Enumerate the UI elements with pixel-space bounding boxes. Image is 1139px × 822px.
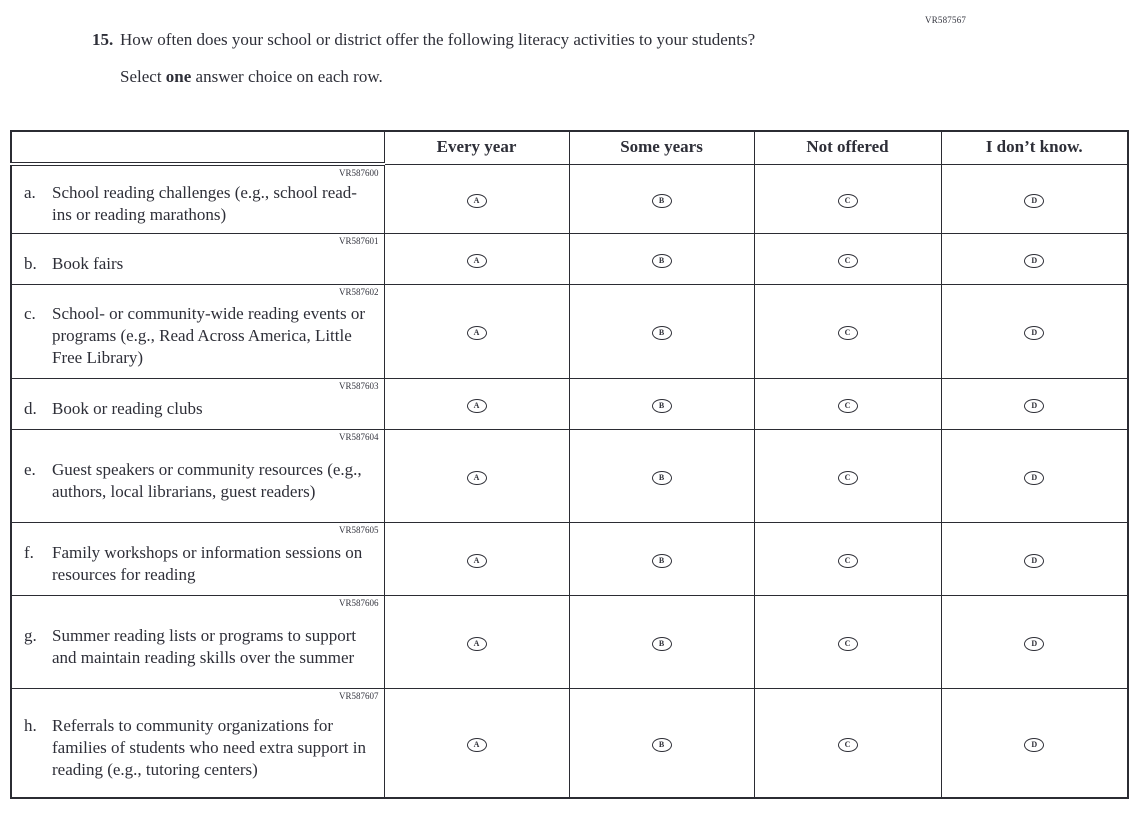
answer-bubble-c[interactable]: C [838,738,858,752]
answer-bubble-a[interactable]: A [467,254,487,268]
item-label [12,609,384,688]
row-letter: d. [24,398,37,418]
answer-bubble-b[interactable]: B [652,254,672,268]
choice-some-years[interactable] [569,522,754,595]
answer-bubble-c[interactable]: C [838,254,858,268]
row-letter: b. [24,253,37,273]
answer-bubble-b[interactable]: B [652,194,672,208]
item-label-cell [11,429,384,522]
choice-dont-know[interactable] [941,595,1128,688]
row-letter: g. [24,625,37,645]
form-code: VR587567 [925,15,967,25]
instruction-post: answer choice on each row. [191,67,383,86]
answer-bubble-b[interactable]: B [652,738,672,752]
choice-every-year[interactable] [384,233,569,284]
header-not-offered: Not offered [754,131,941,164]
answer-bubble-a[interactable]: A [467,637,487,651]
item-label-cell [11,688,384,798]
row-letter: h. [24,715,37,735]
table-row [11,233,1128,284]
choice-some-years[interactable] [569,429,754,522]
row-label-text: Family workshops or information sessions on resources for reading [52,542,363,584]
choice-not-offered[interactable] [754,164,941,233]
question-text: How often does your school or district offer the following literacy activities to your students? [120,30,756,49]
answer-bubble-c[interactable]: C [838,554,858,568]
header-some-years: Some years [569,131,754,164]
row-label-text: Referrals to community organizations for families of students who need extra support in reading (e.g., tutoring centers) [52,715,366,779]
item-label [12,247,384,284]
item-label [12,443,384,522]
answer-bubble-d[interactable]: D [1024,254,1044,268]
answer-bubble-a[interactable]: A [467,554,487,568]
row-letter: a. [24,183,36,203]
item-label-cell [11,233,384,284]
answer-bubble-a[interactable]: A [467,471,487,485]
row-code: VR587602 [338,286,379,297]
table-row [11,595,1128,688]
choice-some-years[interactable] [569,233,754,284]
choice-every-year[interactable] [384,595,569,688]
row-code: VR587604 [338,431,379,442]
row-label-text: School- or community-wide reading events or programs (e.g., Read Across America, Little Free Library) [52,304,366,367]
item-label-cell [11,164,384,233]
answer-bubble-d[interactable]: D [1024,554,1044,568]
choice-dont-know[interactable] [941,233,1128,284]
choice-not-offered[interactable] [754,429,941,522]
choice-every-year[interactable] [384,164,569,233]
instruction-bold: one [165,67,192,86]
choice-some-years[interactable] [569,595,754,688]
row-letter: e. [24,459,36,479]
table-row [11,522,1128,595]
item-label [12,702,384,798]
row-label-text: Book or reading clubs [52,398,203,418]
table-row [11,284,1128,378]
answer-bubble-b[interactable]: B [652,471,672,485]
choice-not-offered[interactable] [754,595,941,688]
header-every-year: Every year [384,131,569,164]
header-row [11,131,1128,164]
item-label [12,179,384,233]
choice-not-offered[interactable] [754,284,941,378]
choice-not-offered[interactable] [754,233,941,284]
row-label-text: Guest speakers or community resources (e.g., authors, local librarians, guest readers) [52,459,362,501]
answer-bubble-d[interactable]: D [1024,471,1044,485]
row-label-text: Summer reading lists or programs to support and maintain reading skills over the summer [52,625,357,667]
choice-dont-know[interactable] [941,522,1128,595]
row-label-text: Book fairs [52,253,124,273]
choice-not-offered[interactable] [754,378,941,429]
answer-bubble-d[interactable]: D [1024,194,1044,208]
choice-every-year[interactable] [384,429,569,522]
question-block [92,28,882,89]
row-code: VR587603 [338,380,379,391]
table-row [11,688,1128,798]
answer-bubble-d[interactable]: D [1024,326,1044,340]
choice-dont-know[interactable] [941,378,1128,429]
choice-every-year[interactable] [384,688,569,798]
answer-bubble-c[interactable]: C [838,471,858,485]
row-letter: f. [24,542,34,562]
item-label-cell [11,595,384,688]
answer-bubble-c[interactable]: C [838,637,858,651]
answer-bubble-d[interactable]: D [1024,738,1044,752]
choice-not-offered[interactable] [754,688,941,798]
row-code: VR587607 [338,690,379,701]
choice-some-years[interactable] [569,688,754,798]
answer-bubble-d[interactable]: D [1024,399,1044,413]
answer-bubble-a[interactable]: A [467,399,487,413]
table-row [11,164,1128,233]
answer-bubble-b[interactable]: B [652,326,672,340]
item-label-cell [11,284,384,378]
choice-some-years[interactable] [569,164,754,233]
header-empty-cell [11,131,384,164]
choice-dont-know[interactable] [941,688,1128,798]
choice-dont-know[interactable] [941,284,1128,378]
answer-bubble-c[interactable]: C [838,194,858,208]
answer-bubble-a[interactable]: A [467,738,487,752]
choice-not-offered[interactable] [754,522,941,595]
choice-some-years[interactable] [569,378,754,429]
row-code: VR587601 [338,235,379,246]
answer-bubble-c[interactable]: C [838,399,858,413]
choice-every-year[interactable] [384,378,569,429]
row-label-text: School reading challenges (e.g., school read-ins or reading marathons) [52,183,357,225]
choice-some-years[interactable] [569,284,754,378]
instruction-pre: Select [120,67,166,86]
header-dont-know: I don’t know. [941,131,1128,164]
question-number: 15. [92,30,114,49]
literacy-activities-table [10,130,1129,799]
choice-dont-know[interactable] [941,429,1128,522]
table-row [11,429,1128,522]
row-code: VR587606 [338,597,379,608]
answer-bubble-b[interactable]: B [652,637,672,651]
item-label [12,298,384,378]
item-label [12,392,384,429]
answer-bubble-b[interactable]: B [652,399,672,413]
choice-every-year[interactable] [384,284,569,378]
item-label-cell [11,522,384,595]
row-code: VR587600 [338,168,379,178]
row-code: VR587605 [338,524,379,535]
answer-bubble-c[interactable]: C [838,326,858,340]
answer-bubble-a[interactable]: A [467,194,487,208]
choice-dont-know[interactable] [941,164,1128,233]
choice-every-year[interactable] [384,522,569,595]
row-letter: c. [24,304,36,323]
table-row [11,378,1128,429]
answer-bubble-b[interactable]: B [652,554,672,568]
answer-bubble-a[interactable]: A [467,326,487,340]
instruction-text [92,65,882,89]
item-label [12,536,384,595]
item-label-cell [11,378,384,429]
answer-bubble-d[interactable]: D [1024,637,1044,651]
